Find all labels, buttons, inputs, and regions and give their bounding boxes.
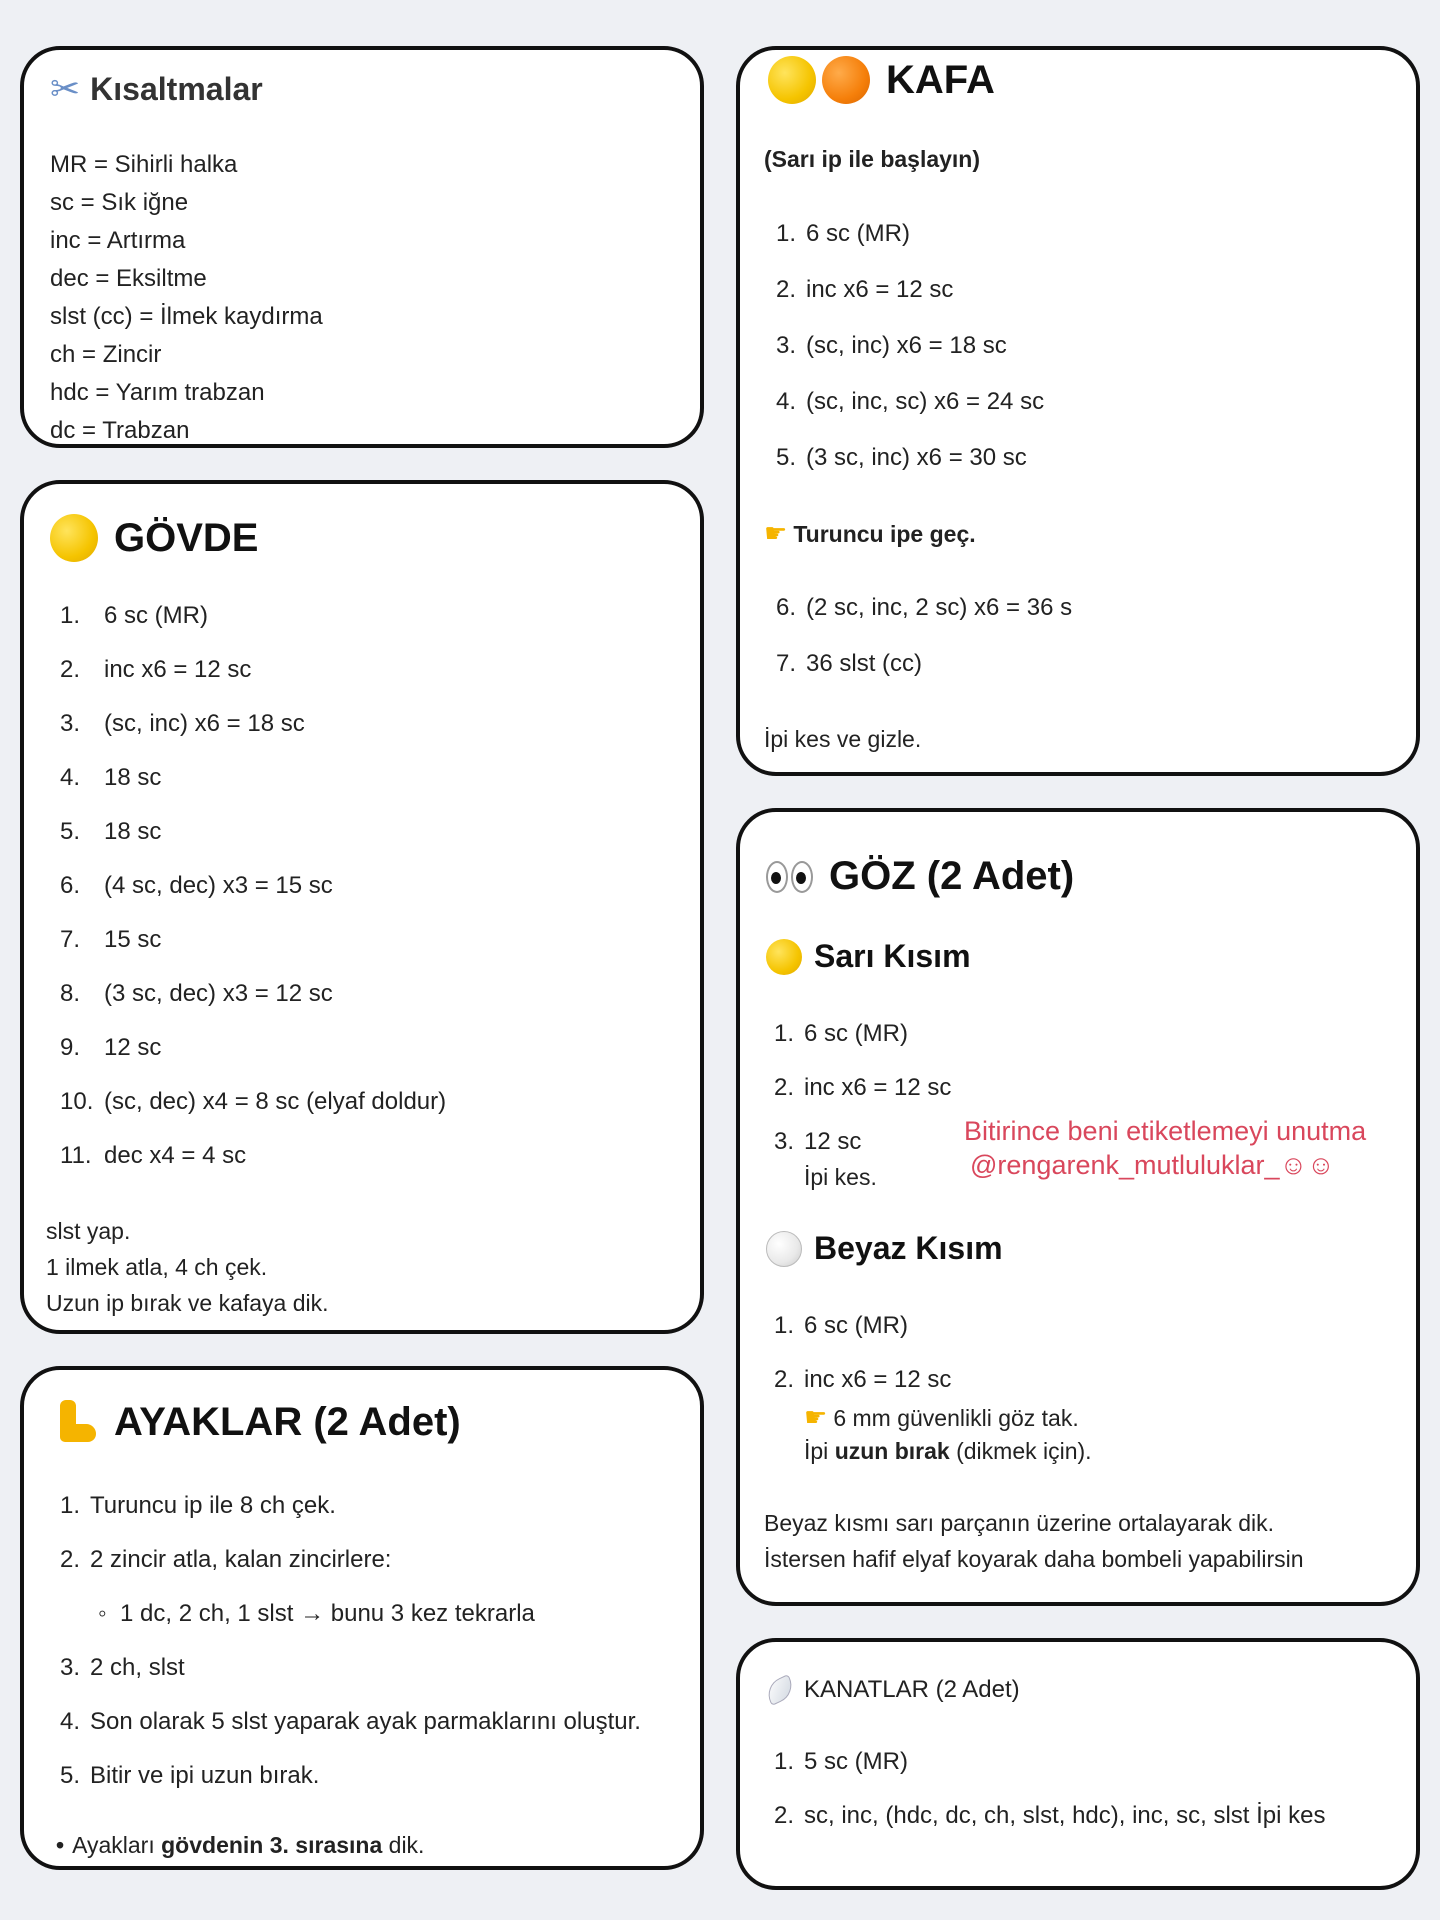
step-text: inc x6 = 12 sc: [804, 1074, 952, 1101]
long-post: (dikmek için).: [949, 1438, 1092, 1464]
pointing-hand-icon: ☛: [764, 518, 788, 548]
step-number: 1.: [60, 602, 81, 629]
abbr-item: slst (cc) = İlmek kaydırma: [50, 303, 323, 330]
bullet-text-bold: gövdenin 3. sırasına: [161, 1832, 383, 1858]
kanatlar-card: [736, 1638, 1420, 1890]
bullet-text-pre: Ayakları: [72, 1832, 162, 1858]
step-number: 2.: [776, 276, 797, 303]
step-text: (sc, inc) x6 = 18 sc: [104, 710, 305, 737]
white-circle-icon: [766, 1231, 802, 1267]
step-text: (sc, inc) x6 = 18 sc: [806, 332, 1007, 359]
step-number: 10.: [60, 1088, 94, 1115]
abbr-item: inc = Artırma: [50, 227, 186, 254]
step-text: (4 sc, dec) x3 = 15 sc: [104, 872, 333, 899]
step-text: Turuncu ip ile 8 ch çek.: [90, 1492, 336, 1519]
step-number: 6.: [776, 594, 797, 621]
step-number: 5.: [60, 1762, 81, 1789]
yellow-circle-icon: [766, 939, 802, 975]
step-text: 12 sc: [804, 1128, 862, 1155]
abbr-item: sc = Sık iğne: [50, 189, 189, 216]
step-number: 1.: [774, 1020, 795, 1047]
kafa-intro: (Sarı ip ile başlayın): [764, 146, 981, 172]
step-text: sc, inc, (hdc, dc, ch, slst, hdc), inc, sc, slst İpi kes: [804, 1802, 1326, 1829]
govde-note: 1 ilmek atla, 4 ch çek.: [46, 1254, 268, 1280]
ayaklar-bullet: [56, 1832, 424, 1859]
step-number: 9.: [60, 1034, 81, 1061]
abbr-item: ch = Zincir: [50, 341, 162, 368]
step-text: 36 slst (cc): [806, 650, 923, 677]
step-text: (3 sc, dec) x3 = 12 sc: [104, 980, 333, 1007]
step-text: 6 sc (MR): [104, 602, 208, 629]
step-number: 2.: [774, 1802, 795, 1829]
step-number: 7.: [60, 926, 81, 953]
orange-circle-icon: [822, 56, 870, 104]
long-pre: İpi: [804, 1438, 835, 1464]
step-number: 2.: [774, 1366, 795, 1393]
step-text: 6 sc (MR): [804, 1020, 908, 1047]
step-text: (sc, dec) x4 = 8 sc (elyaf doldur): [104, 1088, 447, 1115]
abbreviations-title: Kısaltmalar: [90, 70, 263, 107]
step-number: 1.: [776, 220, 797, 247]
bullet-dot: •: [56, 1832, 65, 1858]
kafa-switch-text: Turuncu ipe geç.: [793, 521, 976, 547]
kafa-outro: İpi kes ve gizle.: [764, 726, 922, 752]
step-text: 2 zincir atla, kalan zincirlere:: [90, 1546, 392, 1573]
ayaklar-card: [20, 1366, 704, 1870]
step-number: 7.: [776, 650, 797, 677]
eyes-icon: [766, 861, 813, 893]
goz-final-2: İstersen hafif elyaf koyarak daha bombeli yapabilirsin: [764, 1546, 1304, 1572]
kafa-switch: [764, 518, 976, 549]
abbr-item: dc = Trabzan: [50, 417, 190, 444]
kafa-title: KAFA: [886, 57, 995, 102]
bullet-text-post: dik.: [382, 1832, 425, 1858]
step-number: 2.: [774, 1074, 795, 1101]
step-number: 3.: [776, 332, 797, 359]
goz-white-title: Beyaz Kısım: [814, 1230, 1003, 1266]
step-text: inc x6 = 12 sc: [804, 1366, 952, 1393]
step-text: 12 sc: [104, 1034, 162, 1061]
step-text: 2 ch, slst: [90, 1654, 185, 1681]
goz-title: GÖZ (2 Adet): [829, 854, 1075, 898]
step-text: inc x6 = 12 sc: [806, 276, 954, 303]
scissors-icon: ✂: [50, 68, 81, 109]
goz-yellow-cut: İpi kes.: [804, 1164, 877, 1190]
step-text: 18 sc: [104, 764, 162, 791]
step-text: 6 sc (MR): [804, 1312, 908, 1339]
step-text: 6 sc (MR): [806, 220, 910, 247]
kafa-card: [736, 46, 1420, 776]
step-text: Son olarak 5 slst yaparak ayak parmaklarını oluştur.: [90, 1708, 641, 1735]
abbr-item: dec = Eksiltme: [50, 265, 207, 292]
govde-title: GÖVDE: [114, 515, 259, 560]
step-text: (sc, inc, sc) x6 = 24 sc: [806, 388, 1045, 415]
yellow-circle-icon: [768, 56, 816, 104]
pointing-hand-icon: ☛: [804, 1402, 828, 1432]
long-bold: uzun bırak: [834, 1438, 950, 1464]
step-number: 11.: [60, 1142, 92, 1169]
step-number: 3.: [60, 710, 81, 737]
abbr-item: hdc = Yarım trabzan: [50, 379, 265, 406]
abbr-item: MR = Sihirli halka: [50, 151, 238, 178]
sub-bullet: ◦: [98, 1600, 107, 1627]
step-text: inc x6 = 12 sc: [104, 656, 252, 683]
step-number: 8.: [60, 980, 81, 1007]
step-number: 4.: [60, 1708, 81, 1735]
step-number: 6.: [60, 872, 81, 899]
step-number: 1.: [774, 1312, 795, 1339]
foot-icon: [50, 1398, 98, 1446]
yellow-circle-icon: [50, 514, 98, 562]
govde-note: slst yap.: [46, 1218, 131, 1244]
step-text: 15 sc: [104, 926, 162, 953]
step-number: 5.: [776, 444, 797, 471]
step-text: 5 sc (MR): [804, 1748, 908, 1775]
watermark-line-2: @rengarenk_mutluluklar_☺☺: [970, 1150, 1335, 1180]
step-number: 3.: [774, 1128, 795, 1155]
step-text: (2 sc, inc, 2 sc) x6 = 36 s: [806, 594, 1073, 621]
goz-eye-note: [804, 1402, 1079, 1433]
step-text: 1 dc, 2 ch, 1 slst → bunu 3 kez tekrarla: [120, 1600, 535, 1627]
ayaklar-title: AYAKLAR (2 Adet): [114, 1399, 461, 1444]
wing-icon: [763, 1674, 798, 1706]
goz-eye-note-text: 6 mm güvenlikli göz tak.: [833, 1405, 1079, 1431]
step-text: dec x4 = 4 sc: [104, 1142, 247, 1169]
goz-card: [736, 808, 1420, 1606]
kanatlar-title: KANATLAR (2 Adet): [804, 1676, 1020, 1703]
step-number: 5.: [60, 818, 81, 845]
goz-final-1: Beyaz kısmı sarı parçanın üzerine ortalayarak dik.: [764, 1510, 1275, 1536]
goz-yellow-title: Sarı Kısım: [814, 938, 971, 974]
govde-card: [20, 480, 704, 1334]
step-number: 1.: [774, 1748, 795, 1775]
abbreviations-list: [50, 146, 323, 450]
govde-note: Uzun ip bırak ve kafaya dik.: [46, 1290, 329, 1316]
step-number: 4.: [776, 388, 797, 415]
step-text: 18 sc: [104, 818, 162, 845]
abbreviations-card: [20, 46, 704, 448]
step-text: (3 sc, inc) x6 = 30 sc: [806, 444, 1027, 471]
step-number: 4.: [60, 764, 81, 791]
step-number: 3.: [60, 1654, 81, 1681]
step-number: 1.: [60, 1492, 81, 1519]
goz-long-note: [804, 1438, 1092, 1465]
step-number: 2.: [60, 1546, 81, 1573]
step-text: Bitir ve ipi uzun bırak.: [90, 1762, 320, 1789]
step-number: 2.: [60, 656, 81, 683]
watermark-line-1: Bitirince beni etiketlemeyi unutma: [964, 1116, 1367, 1146]
